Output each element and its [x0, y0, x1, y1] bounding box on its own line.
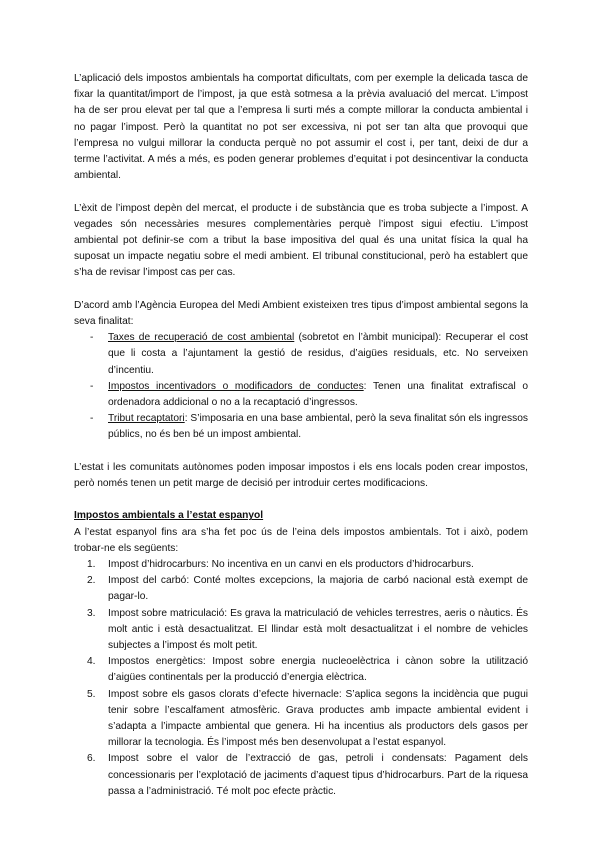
list-item-text: (sobretot en l’àmbit municipal): Recuperar el cost que li costa a l’ajuntament la gestió de residus, d’aigües residuals, etc. No serveixen d’incentiu. [108, 332, 528, 376]
document-body [74, 71, 528, 800]
list-item-text: Impost sobre els gasos clorats d’efecte hivernacle: S’aplica segons la incidència que pugui tenir sobre l’escalfament atmosfèric. Grava productes amb impacte ambiental evident i s’adapta a l’impacte ambiental que genera. Hi ha incentius als productors dels gasos per millorar la tecnologia. És l’impost més ben desenvolupat a l’estat espanyol. [108, 688, 528, 749]
list-item-term: Tribut recaptatori [108, 413, 185, 425]
list-item [74, 751, 528, 800]
list-item [74, 687, 528, 752]
list-number: 3. [87, 607, 96, 619]
list-item-text: Impost d’hidrocarburs: No incentiva en un canvi en els productors d’hidrocarburs. [108, 559, 474, 571]
spanish-taxes-list [74, 557, 528, 800]
paragraph-2: L’èxit de l’impost depèn del mercat, el producte i de substància que es troba subjecte a l’impost. A vegades són necessàries mesures complementàries perquè l’impost sigui efectiu. L’impost ambiental pot definir-se com a tribut la base impositiva del qual és una unitat física la qual ha suposat un impacte negatiu sobre el medi ambient. El tribunal constitucional, però ha establert que s’ha de revisar l’impost cas per cas. [74, 202, 528, 279]
list-number: 6. [87, 753, 96, 765]
list-number: 5. [87, 688, 96, 700]
list-item-text: : Tenen una finalitat extrafiscal o ordenadora addicional o no a la recaptació d’ingressos. [108, 380, 528, 409]
dash-bullet: - [90, 413, 94, 425]
list-item-term: Impostos incentivadors o modificadors de conductes [108, 380, 364, 392]
list-item-text: Impost sobre el valor de l’extracció de gas, petroli i condensats: Pagament dels concessionaris per l’explotació de jaciments d’aquest tipus d’hidrocarburs. Part de la riquesa passa a l’administració. Té molt poc efecte pràctic. [108, 753, 528, 797]
list-item [74, 411, 528, 443]
impost-types-list [74, 330, 528, 443]
list-item [74, 330, 528, 379]
list-item-text: Impost sobre matriculació: Es grava la matriculació de vehicles terrestres, aeris o nàutics. És molt antic i està desactualitzat. El llindar està molt desactualitzat i el nombre de vehicles subjectes a l’impost és molt petit. [108, 607, 528, 652]
list-item-text: : S’imposaria en una base ambiental, però la seva finalitat són els ingressos públics, no és ben bé un impost ambiental. [108, 413, 528, 441]
list-item-text: Impostos energètics: Impost sobre energia nucleoelèctrica i cànon sobre la utilització d’aigües continentals per la producció d’energia elèctrica. [108, 656, 528, 684]
paragraph-1: L’aplicació dels impostos ambientals ha comportat dificultats, com per exemple la delicada tasca de fixar la quantitat/import de l’impost, ja que està sotmesa a la prèvia avaluació del mercat. L’impost ha de ser prou elevat per tal que a l’empresa li surti més a compte millorar la conducta ambiental i no pagar l’impost. Però la quantitat no pot ser excessiva, ni pot ser tan alta que provoqui que l’empresa no vulgui millorar la conducta perquè no pot assumir el cost i, per tant, deixi de dur a terme l’activitat. A més a més, es poden generar problemes d’equitat i pot desincentivar la conducta ambiental. [74, 73, 528, 182]
paragraph-4: L’estat i les comunitats autònomes poden imposar impostos i els ens locals poden crear impostos, però només tenen un petit marge de decisió per introduir certes modificacions. [74, 461, 528, 490]
dash-bullet: - [90, 332, 94, 344]
dash-bullet: - [90, 380, 94, 392]
list-item [74, 379, 528, 411]
list-number: 1. [87, 559, 96, 571]
section-intro: A l’estat espanyol fins ara s’ha fet poc ús de l’eina dels impostos ambientals. Tot i això, podem trobar-ne els següents: [74, 526, 528, 554]
list-item-term: Taxes de recuperació de cost ambiental [108, 332, 295, 344]
list-item [74, 654, 528, 686]
list-item [74, 557, 528, 573]
list-item [74, 606, 528, 655]
list-number: 2. [87, 575, 96, 587]
list-number: 4. [87, 656, 96, 668]
list-item [74, 573, 528, 605]
section-heading: Impostos ambientals a l’estat espanyol [74, 510, 264, 522]
paragraph-3: D’acord amb l’Agència Europea del Medi Ambient existeixen tres tipus d’impost ambiental segons la seva finalitat: [74, 299, 528, 328]
list-item-text: Impost del carbó: Conté moltes excepcions, la majoria de carbó nacional està exempt de pagar-lo. [108, 575, 528, 603]
